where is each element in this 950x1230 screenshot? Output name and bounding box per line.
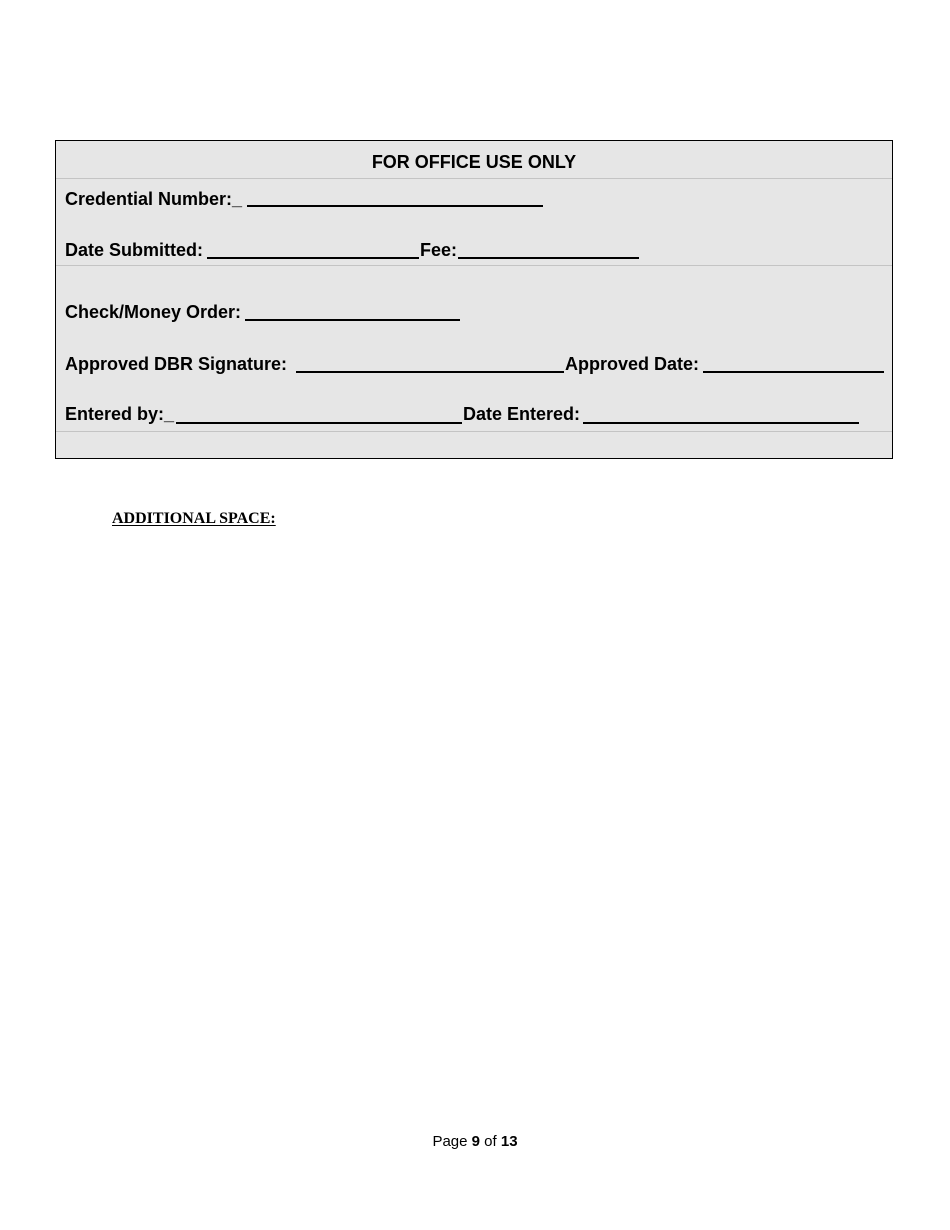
approved-dbr-signature-label: Approved DBR Signature: xyxy=(65,354,288,374)
fee-label: Fee: xyxy=(420,240,458,260)
date-submitted-label: Date Submitted: xyxy=(65,240,204,260)
date-entered-line[interactable] xyxy=(583,422,859,424)
approved-dbr-signature-line[interactable] xyxy=(296,371,564,373)
fee-line[interactable] xyxy=(458,257,639,259)
date-submitted-line[interactable] xyxy=(207,257,419,259)
approved-date-line[interactable] xyxy=(703,371,884,373)
page-footer xyxy=(0,1133,950,1150)
row-divider xyxy=(56,178,892,179)
current-page-number: 9 xyxy=(471,1133,480,1150)
row-divider xyxy=(56,431,892,432)
approved-date-label: Approved Date: xyxy=(565,354,700,374)
credential-number-label: Credential Number:_ xyxy=(65,189,243,209)
date-entered-label: Date Entered: xyxy=(463,404,581,424)
additional-space-heading: ADDITIONAL SPACE: xyxy=(112,510,276,527)
entered-by-label: Entered by:_ xyxy=(65,404,175,424)
entered-by-line[interactable] xyxy=(176,422,462,424)
page-word: Page xyxy=(432,1133,468,1150)
office-use-title: FOR OFFICE USE ONLY xyxy=(371,152,577,172)
of-word: of xyxy=(484,1133,497,1150)
office-use-section xyxy=(55,140,893,459)
credential-number-line[interactable] xyxy=(247,205,543,207)
check-money-order-label: Check/Money Order: xyxy=(65,302,242,322)
check-money-order-line[interactable] xyxy=(245,319,460,321)
row-divider xyxy=(56,265,892,266)
total-pages-number: 13 xyxy=(500,1133,518,1150)
